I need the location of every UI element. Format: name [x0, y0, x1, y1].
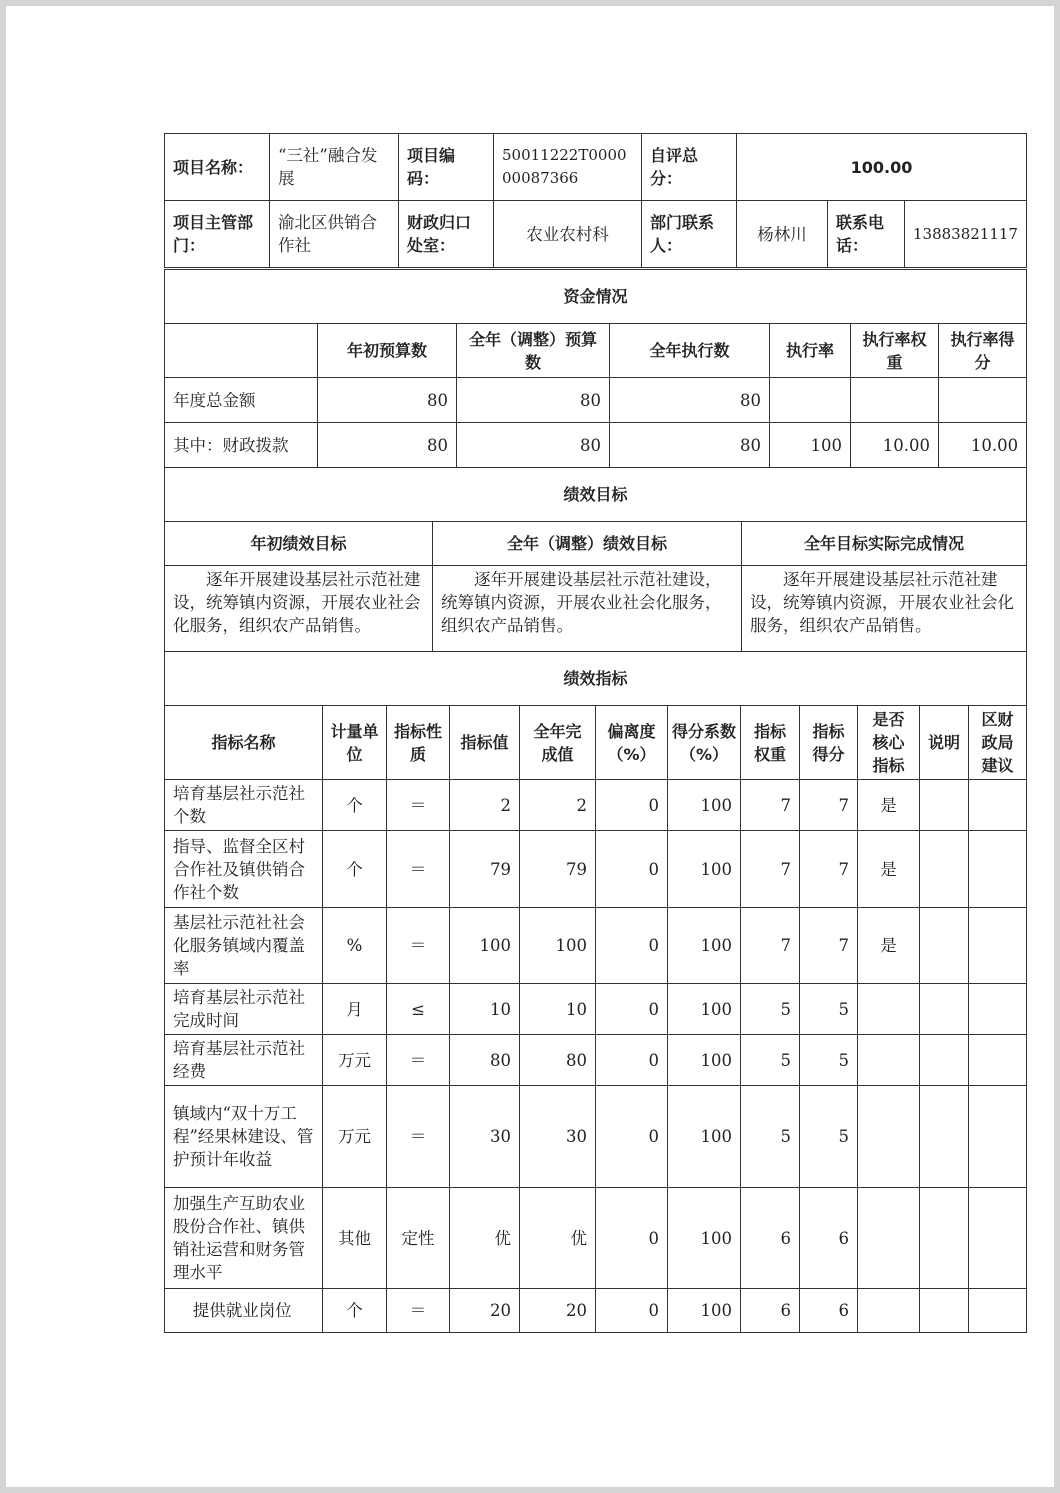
- indicator-core: 是: [858, 780, 920, 831]
- funds-table: [164, 269, 1027, 468]
- indicator-weight: 6: [741, 1188, 800, 1289]
- indicator-target: 30: [450, 1086, 520, 1188]
- finance-office-label: 财政归口处室：: [399, 201, 494, 268]
- indicator-col-header: 全年完成值: [520, 706, 596, 780]
- indicator-coef: 100: [668, 1188, 741, 1289]
- indicator-actual: 2: [520, 780, 596, 831]
- indicator-note: [920, 1086, 969, 1188]
- contact: 杨林川: [737, 201, 828, 268]
- project-name: “三社”融合发展: [270, 134, 399, 201]
- indicator-deviation: 0: [596, 984, 668, 1035]
- funds-cell: [939, 378, 1027, 423]
- indicator-advice: [969, 1188, 1027, 1289]
- indicator-row: [165, 984, 1027, 1035]
- indicator-col-header: 说明: [920, 706, 969, 780]
- indicator-weight: 7: [741, 780, 800, 831]
- indicator-col-header: 指标得分: [800, 706, 858, 780]
- indicator-target: 2: [450, 780, 520, 831]
- indicator-score: 5: [800, 1086, 858, 1188]
- indicator-coef: 100: [668, 780, 741, 831]
- indicator-name: 镇域内“双十万工程”经果林建设、管护预计年收益: [165, 1086, 323, 1188]
- indicator-advice: [969, 780, 1027, 831]
- indicator-nature: ＝: [387, 908, 450, 984]
- indicator-deviation: 0: [596, 1289, 668, 1333]
- indicator-score: 7: [800, 831, 858, 908]
- indicator-note: [920, 831, 969, 908]
- indicator-row: [165, 908, 1027, 984]
- indicator-unit: 个: [323, 831, 387, 908]
- finance-office: 农业农村科: [494, 201, 642, 268]
- indicator-name: 加强生产互助农业股份合作社、镇供销社运营和财务管理水平: [165, 1188, 323, 1289]
- indicator-deviation: 0: [596, 780, 668, 831]
- goals-section-title: 绩效目标: [165, 468, 1027, 522]
- indicator-name: 培育基层社示范社经费: [165, 1035, 323, 1086]
- indicator-advice: [969, 908, 1027, 984]
- project-code-label: 项目编码：: [399, 134, 494, 201]
- indicator-unit: 万元: [323, 1035, 387, 1086]
- indicator-actual: 20: [520, 1289, 596, 1333]
- indicator-unit: %: [323, 908, 387, 984]
- funds-col-header: 全年执行数: [610, 324, 770, 378]
- self-score-label: 自评总分：: [642, 134, 737, 201]
- funds-cell: 80: [610, 423, 770, 468]
- indicator-name: 提供就业岗位: [165, 1289, 323, 1333]
- indicator-actual: 100: [520, 908, 596, 984]
- indicator-deviation: 0: [596, 1086, 668, 1188]
- indicator-name: 指导、监督全区村合作社及镇供销合作社个数: [165, 831, 323, 908]
- project-code: 50011222T000000087366: [494, 134, 642, 201]
- funds-cell: 80: [610, 378, 770, 423]
- goals-col-header: 年初绩效目标: [165, 522, 433, 566]
- indicator-row: [165, 1188, 1027, 1289]
- indicator-target: 20: [450, 1289, 520, 1333]
- indicator-target: 80: [450, 1035, 520, 1086]
- phone: 13883821117: [905, 201, 1027, 268]
- funds-cell: 100: [770, 423, 851, 468]
- indicator-weight: 7: [741, 831, 800, 908]
- indicator-coef: 100: [668, 984, 741, 1035]
- indicator-row: [165, 780, 1027, 831]
- indicator-nature: ＝: [387, 831, 450, 908]
- indicator-nature: ＝: [387, 1086, 450, 1188]
- funds-col-header: 全年（调整）预算数: [457, 324, 610, 378]
- indicator-unit: 个: [323, 1289, 387, 1333]
- indicator-col-header: 得分系数（%）: [668, 706, 741, 780]
- indicator-deviation: 0: [596, 1188, 668, 1289]
- goals-col-header: 全年（调整）绩效目标: [433, 522, 742, 566]
- project-name-label: 项目名称：: [165, 134, 270, 201]
- funds-section-title: 资金情况: [165, 270, 1027, 324]
- funds-row-label: 年度总金额: [165, 378, 318, 423]
- indicator-col-header: 计量单位: [323, 706, 387, 780]
- indicator-coef: 100: [668, 908, 741, 984]
- indicator-advice: [969, 1289, 1027, 1333]
- funds-row: [165, 423, 1027, 468]
- indicator-score: 7: [800, 908, 858, 984]
- indicator-target: 优: [450, 1188, 520, 1289]
- indicator-name: 培育基层社示范社个数: [165, 780, 323, 831]
- indicators-section-title: 绩效指标: [165, 652, 1027, 706]
- indicator-deviation: 0: [596, 831, 668, 908]
- indicator-actual: 79: [520, 831, 596, 908]
- indicator-weight: 5: [741, 1035, 800, 1086]
- indicator-core: 是: [858, 908, 920, 984]
- indicator-deviation: 0: [596, 1035, 668, 1086]
- indicator-core: [858, 1035, 920, 1086]
- indicator-note: [920, 908, 969, 984]
- funds-cell: 80: [457, 378, 610, 423]
- indicator-core: [858, 984, 920, 1035]
- indicator-coef: 100: [668, 1289, 741, 1333]
- project-info-table: [164, 133, 1027, 268]
- indicator-weight: 7: [741, 908, 800, 984]
- indicator-coef: 100: [668, 831, 741, 908]
- funds-cell: 80: [457, 423, 610, 468]
- goal-text-adjusted: 逐年开展建设基层社示范社建设，统筹镇内资源，开展农业社会化服务，组织农产品销售。: [433, 566, 742, 652]
- indicator-col-header: 偏离度（%）: [596, 706, 668, 780]
- funds-cell: 10.00: [939, 423, 1027, 468]
- indicator-core: [858, 1086, 920, 1188]
- indicator-actual: 80: [520, 1035, 596, 1086]
- funds-row-label: 其中：财政拨款: [165, 423, 318, 468]
- indicator-row: [165, 1086, 1027, 1188]
- indicator-actual: 优: [520, 1188, 596, 1289]
- indicator-score: 6: [800, 1289, 858, 1333]
- funds-header-blank: [165, 324, 318, 378]
- indicator-col-header: 指标权重: [741, 706, 800, 780]
- self-score: 100.00: [737, 134, 1027, 201]
- funds-cell: 10.00: [851, 423, 939, 468]
- indicator-col-header: 是否核心指标: [858, 706, 920, 780]
- indicator-unit: 个: [323, 780, 387, 831]
- funds-col-header: 执行率得分: [939, 324, 1027, 378]
- indicator-col-header: 指标值: [450, 706, 520, 780]
- indicator-advice: [969, 1035, 1027, 1086]
- indicator-col-header: 指标性质: [387, 706, 450, 780]
- indicator-nature: ＝: [387, 1289, 450, 1333]
- indicator-unit: 月: [323, 984, 387, 1035]
- indicator-score: 5: [800, 984, 858, 1035]
- indicator-core: 是: [858, 831, 920, 908]
- indicator-note: [920, 780, 969, 831]
- funds-cell: 80: [318, 423, 457, 468]
- indicator-score: 5: [800, 1035, 858, 1086]
- indicator-coef: 100: [668, 1086, 741, 1188]
- document-page: [6, 6, 1054, 1487]
- indicator-note: [920, 1289, 969, 1333]
- indicator-score: 6: [800, 1188, 858, 1289]
- indicator-row: [165, 1289, 1027, 1333]
- funds-col-header: 年初预算数: [318, 324, 457, 378]
- funds-cell: [851, 378, 939, 423]
- indicator-advice: [969, 1086, 1027, 1188]
- indicator-target: 100: [450, 908, 520, 984]
- funds-col-header: 执行率: [770, 324, 851, 378]
- goal-text-actual: 逐年开展建设基层社示范社建设，统筹镇内资源，开展农业社会化服务，组织农产品销售。: [742, 566, 1027, 652]
- indicator-actual: 30: [520, 1086, 596, 1188]
- indicator-actual: 10: [520, 984, 596, 1035]
- indicator-col-header: 区财政局建议: [969, 706, 1027, 780]
- indicator-nature: ＝: [387, 1035, 450, 1086]
- contact-label: 部门联系人：: [642, 201, 737, 268]
- goals-table: [164, 467, 1027, 652]
- indicator-target: 79: [450, 831, 520, 908]
- indicator-name: 基层社示范社社会化服务镇域内覆盖率: [165, 908, 323, 984]
- indicator-deviation: 0: [596, 908, 668, 984]
- funds-row: [165, 378, 1027, 423]
- funds-cell: [770, 378, 851, 423]
- indicator-advice: [969, 984, 1027, 1035]
- indicator-core: [858, 1188, 920, 1289]
- indicator-weight: 5: [741, 1086, 800, 1188]
- indicator-nature: ≤: [387, 984, 450, 1035]
- indicator-row: [165, 1035, 1027, 1086]
- phone-label: 联系电话：: [828, 201, 905, 268]
- indicator-score: 7: [800, 780, 858, 831]
- indicator-nature: ＝: [387, 780, 450, 831]
- dept: 渝北区供销合作社: [270, 201, 399, 268]
- indicator-name: 培育基层社示范社完成时间: [165, 984, 323, 1035]
- indicator-unit: 万元: [323, 1086, 387, 1188]
- funds-col-header: 执行率权重: [851, 324, 939, 378]
- indicator-row: [165, 831, 1027, 908]
- goals-col-header: 全年目标实际完成情况: [742, 522, 1027, 566]
- indicator-weight: 6: [741, 1289, 800, 1333]
- indicator-nature: 定性: [387, 1188, 450, 1289]
- funds-cell: 80: [318, 378, 457, 423]
- indicator-target: 10: [450, 984, 520, 1035]
- dept-label: 项目主管部门：: [165, 201, 270, 268]
- indicator-coef: 100: [668, 1035, 741, 1086]
- goal-text-initial: 逐年开展建设基层社示范社建设，统筹镇内资源，开展农业社会化服务，组织农产品销售。: [165, 566, 433, 652]
- indicator-note: [920, 1035, 969, 1086]
- indicator-core: [858, 1289, 920, 1333]
- indicator-note: [920, 984, 969, 1035]
- indicators-table: [164, 651, 1027, 1333]
- indicator-unit: 其他: [323, 1188, 387, 1289]
- indicator-weight: 5: [741, 984, 800, 1035]
- indicator-note: [920, 1188, 969, 1289]
- indicator-advice: [969, 831, 1027, 908]
- indicator-col-header: 指标名称: [165, 706, 323, 780]
